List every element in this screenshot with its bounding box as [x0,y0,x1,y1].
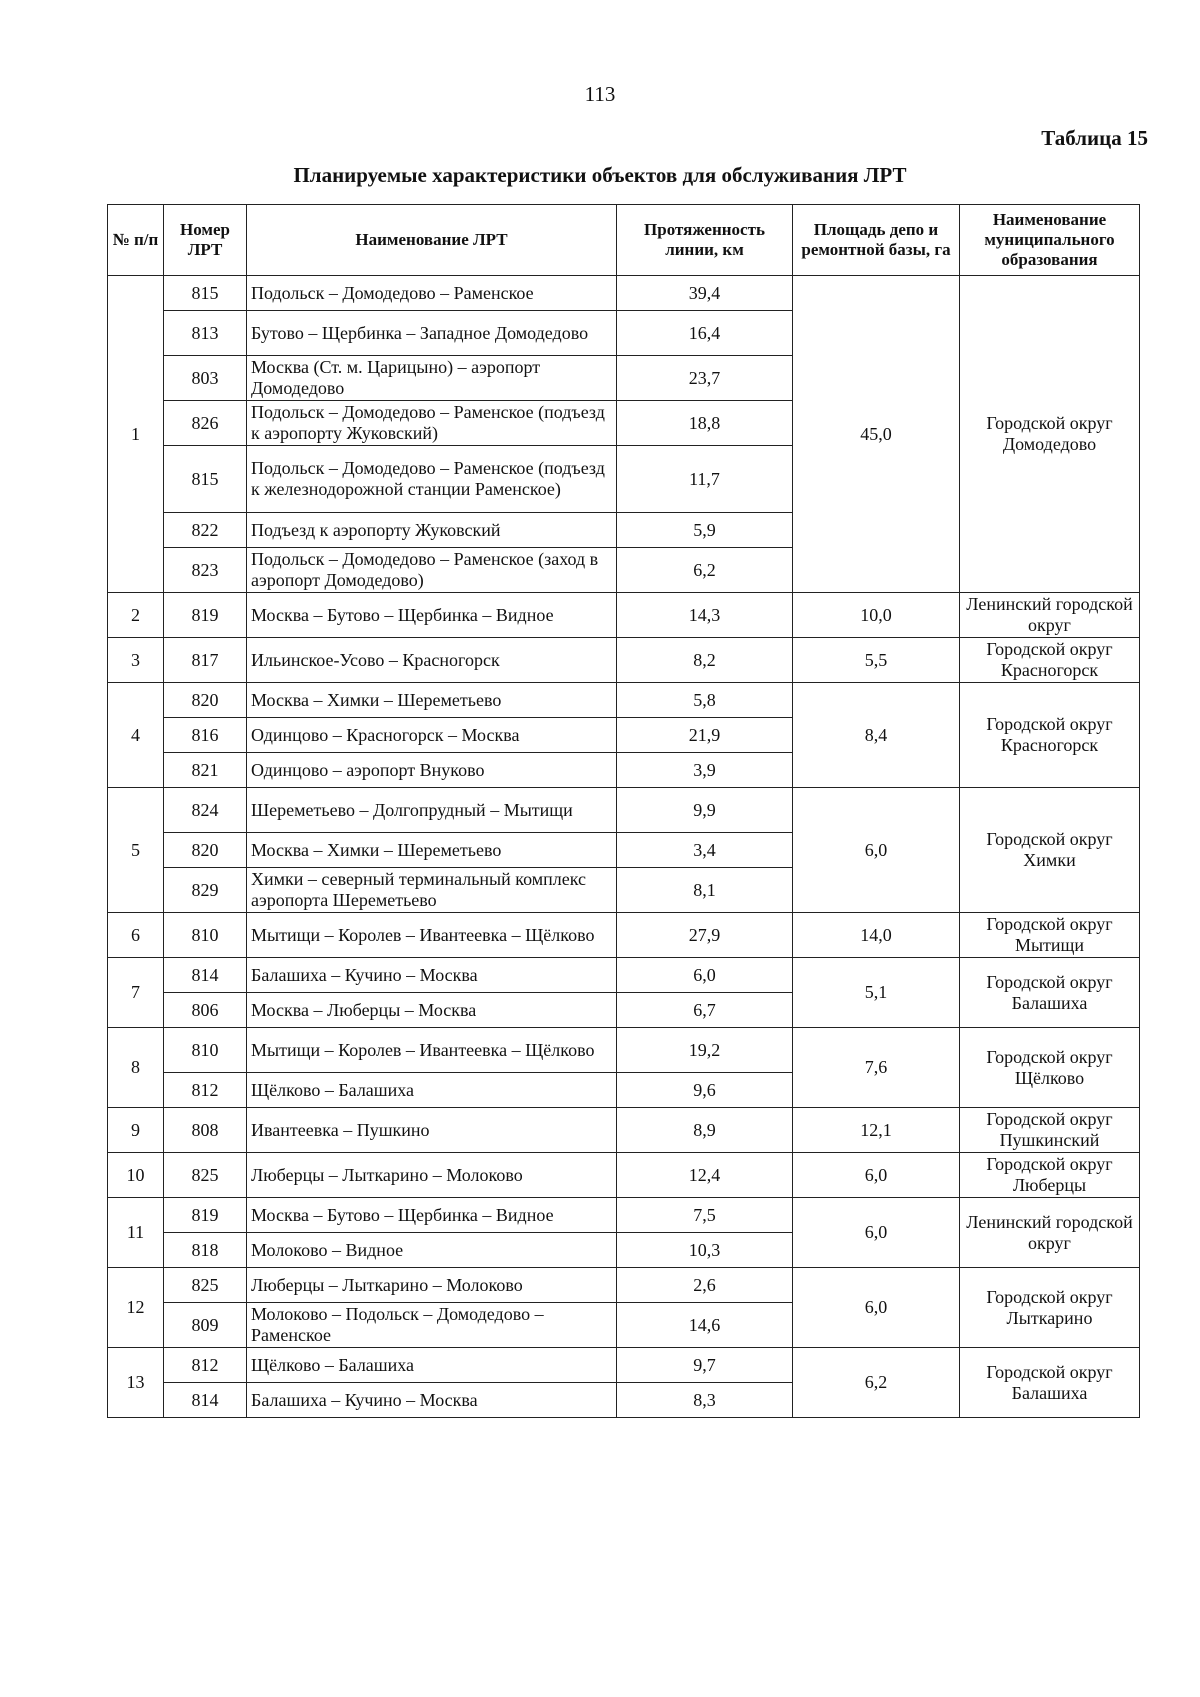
lrt-name: Москва – Люберцы – Москва [247,993,617,1028]
line-length: 27,9 [617,913,793,958]
line-length: 10,3 [617,1233,793,1268]
line-length: 9,9 [617,788,793,833]
line-length: 23,7 [617,356,793,401]
line-length: 8,1 [617,868,793,913]
page-number: 113 [584,82,616,106]
header-municipality: Наименование муниципального образования [960,205,1140,276]
group-number: 1 [108,276,164,593]
lrt-number: 816 [164,718,247,753]
lrt-name: Подольск – Домодедово – Раменское (заход в аэропорт Домодедово) [247,548,617,593]
lrt-number: 821 [164,753,247,788]
lrt-number: 810 [164,913,247,958]
lrt-number: 819 [164,593,247,638]
lrt-name: Москва – Бутово – Щербинка – Видное [247,1198,617,1233]
depot-area: 8,4 [793,683,960,788]
table-row [108,1348,1140,1383]
table-row [108,276,1140,311]
lrt-number: 820 [164,683,247,718]
group-number: 8 [108,1028,164,1108]
lrt-number: 803 [164,356,247,401]
table-header [108,205,1140,276]
lrt-name: Шереметьево – Долгопрудный – Мытищи [247,788,617,833]
lrt-name: Подольск – Домодедово – Раменское [247,276,617,311]
table-row [108,1108,1140,1153]
lrt-number: 814 [164,1383,247,1418]
lrt-name: Люберцы – Лыткарино – Молоково [247,1268,617,1303]
lrt-name: Подольск – Домодедово – Раменское (подъезд к аэропорту Жуковский) [247,401,617,446]
lrt-table [107,204,1140,1418]
municipality-name: Городской округ Мытищи [960,913,1140,958]
depot-area: 45,0 [793,276,960,593]
table-row [108,593,1140,638]
lrt-number: 826 [164,401,247,446]
lrt-number: 812 [164,1073,247,1108]
municipality-name: Городской округ Пушкинский [960,1108,1140,1153]
line-length: 3,4 [617,833,793,868]
table-row [108,788,1140,833]
lrt-name: Щёлково – Балашиха [247,1348,617,1383]
depot-area: 6,0 [793,1198,960,1268]
municipality-name: Городской округ Щёлково [960,1028,1140,1108]
line-length: 6,0 [617,958,793,993]
table-row [108,683,1140,718]
group-number: 5 [108,788,164,913]
group-number: 2 [108,593,164,638]
group-number: 3 [108,638,164,683]
line-length: 3,9 [617,753,793,788]
lrt-name: Одинцово – Красногорск – Москва [247,718,617,753]
depot-area: 6,0 [793,788,960,913]
municipality-name: Городской округ Балашиха [960,1348,1140,1418]
lrt-number: 815 [164,276,247,311]
group-number: 12 [108,1268,164,1348]
lrt-number: 824 [164,788,247,833]
line-length: 5,9 [617,513,793,548]
lrt-number: 808 [164,1108,247,1153]
line-length: 19,2 [617,1028,793,1073]
depot-area: 5,5 [793,638,960,683]
lrt-name: Молоково – Видное [247,1233,617,1268]
line-length: 8,2 [617,638,793,683]
line-length: 14,6 [617,1303,793,1348]
line-length: 9,7 [617,1348,793,1383]
municipality-name: Ленинский городской округ [960,593,1140,638]
lrt-number: 817 [164,638,247,683]
group-number: 4 [108,683,164,788]
lrt-name: Щёлково – Балашиха [247,1073,617,1108]
lrt-number: 806 [164,993,247,1028]
table-body [108,276,1140,1418]
lrt-name: Москва – Химки – Шереметьево [247,683,617,718]
line-length: 21,9 [617,718,793,753]
lrt-name: Люберцы – Лыткарино – Молоково [247,1153,617,1198]
lrt-name: Одинцово – аэропорт Внуково [247,753,617,788]
depot-area: 6,0 [793,1153,960,1198]
lrt-number: 820 [164,833,247,868]
group-number: 11 [108,1198,164,1268]
table-row [108,638,1140,683]
lrt-number: 825 [164,1268,247,1303]
header-length: Протяженность линии, км [617,205,793,276]
lrt-name: Подъезд к аэропорту Жуковский [247,513,617,548]
lrt-name: Ильинское-Усово – Красногорск [247,638,617,683]
line-length: 8,9 [617,1108,793,1153]
lrt-number: 819 [164,1198,247,1233]
depot-area: 12,1 [793,1108,960,1153]
depot-area: 10,0 [793,593,960,638]
lrt-name: Москва (Ст. м. Царицыно) – аэропорт Домодедово [247,356,617,401]
lrt-number: 825 [164,1153,247,1198]
line-length: 11,7 [617,446,793,513]
lrt-name: Химки – северный терминальный комплекс аэропорта Шереметьево [247,868,617,913]
lrt-number: 818 [164,1233,247,1268]
line-length: 8,3 [617,1383,793,1418]
group-number: 6 [108,913,164,958]
lrt-name: Балашиха – Кучино – Москва [247,1383,617,1418]
lrt-number: 823 [164,548,247,593]
table-row [108,1028,1140,1073]
line-length: 9,6 [617,1073,793,1108]
line-length: 6,2 [617,548,793,593]
line-length: 6,7 [617,993,793,1028]
lrt-name: Подольск – Домодедово – Раменское (подъезд к железнодорожной станции Раменское) [247,446,617,513]
lrt-name: Ивантеевка – Пушкино [247,1108,617,1153]
group-number: 9 [108,1108,164,1153]
table-row [108,1198,1140,1233]
header-depot-area: Площадь депо и ремонтной базы, га [793,205,960,276]
lrt-name: Бутово – Щербинка – Западное Домодедово [247,311,617,356]
header-lrt-name: Наименование ЛРТ [247,205,617,276]
table-row [108,958,1140,993]
municipality-name: Городской округ Красногорск [960,638,1140,683]
municipality-name: Городской округ Красногорск [960,683,1140,788]
line-length: 39,4 [617,276,793,311]
table-row [108,1268,1140,1303]
lrt-number: 812 [164,1348,247,1383]
table-row [108,913,1140,958]
group-number: 10 [108,1153,164,1198]
line-length: 12,4 [617,1153,793,1198]
municipality-name: Городской округ Лыткарино [960,1268,1140,1348]
line-length: 2,6 [617,1268,793,1303]
lrt-number: 810 [164,1028,247,1073]
table-row [108,1153,1140,1198]
line-length: 14,3 [617,593,793,638]
lrt-name: Москва – Химки – Шереметьево [247,833,617,868]
lrt-name: Балашиха – Кучино – Москва [247,958,617,993]
depot-area: 7,6 [793,1028,960,1108]
lrt-number: 813 [164,311,247,356]
table-title: Планируемые характеристики объектов для обслуживания ЛРТ [293,163,907,187]
lrt-name: Мытищи – Королев – Ивантеевка – Щёлково [247,913,617,958]
depot-area: 5,1 [793,958,960,1028]
table-label: Таблица 15 [1041,126,1148,150]
municipality-name: Городской округ Домодедово [960,276,1140,593]
lrt-number: 809 [164,1303,247,1348]
municipality-name: Ленинский городской округ [960,1198,1140,1268]
group-number: 7 [108,958,164,1028]
municipality-name: Городской округ Химки [960,788,1140,913]
lrt-number: 829 [164,868,247,913]
header-num: № п/п [108,205,164,276]
municipality-name: Городской округ Люберцы [960,1153,1140,1198]
line-length: 16,4 [617,311,793,356]
line-length: 18,8 [617,401,793,446]
lrt-number: 822 [164,513,247,548]
header-lrt-number: Номер ЛРТ [164,205,247,276]
municipality-name: Городской округ Балашиха [960,958,1140,1028]
line-length: 5,8 [617,683,793,718]
group-number: 13 [108,1348,164,1418]
lrt-number: 815 [164,446,247,513]
depot-area: 14,0 [793,913,960,958]
lrt-name: Мытищи – Королев – Ивантеевка – Щёлково [247,1028,617,1073]
lrt-name: Молоково – Подольск – Домодедово – Раменское [247,1303,617,1348]
depot-area: 6,2 [793,1348,960,1418]
lrt-name: Москва – Бутово – Щербинка – Видное [247,593,617,638]
lrt-number: 814 [164,958,247,993]
depot-area: 6,0 [793,1268,960,1348]
line-length: 7,5 [617,1198,793,1233]
